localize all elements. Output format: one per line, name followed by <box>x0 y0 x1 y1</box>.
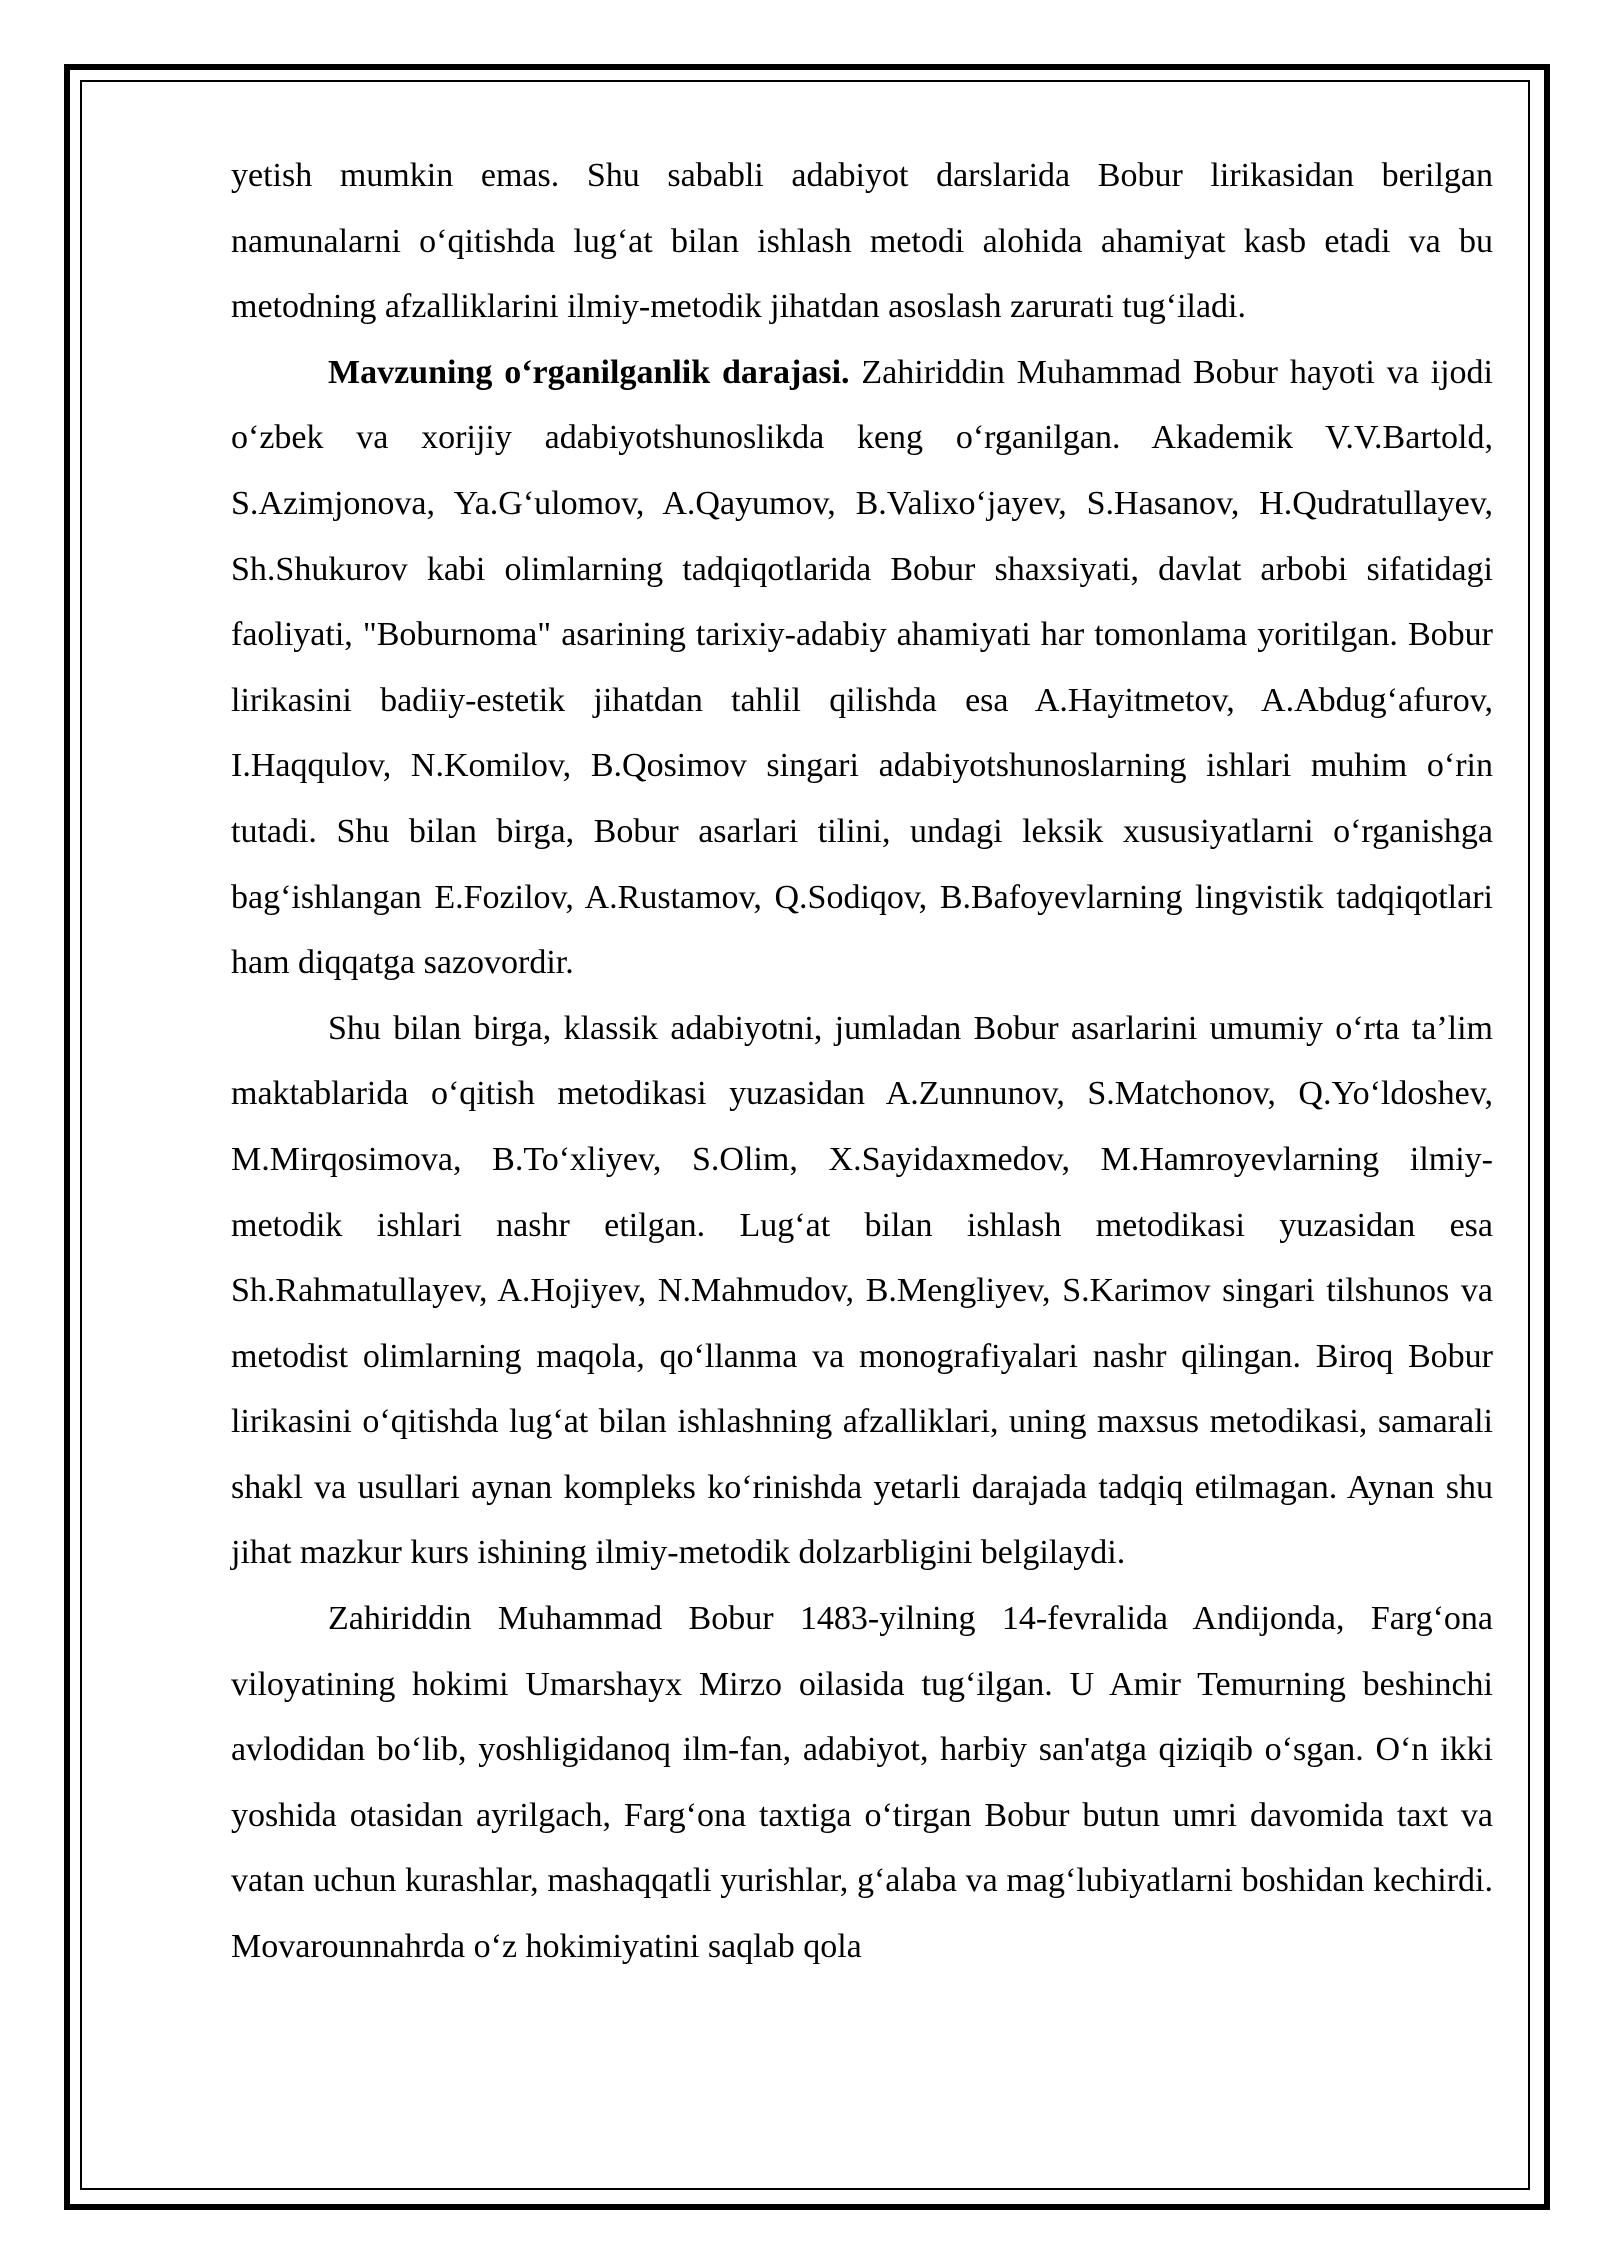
paragraph-text: yetish mumkin emas. Shu sababli adabiyot darslarida Bobur lirikasidan berilgan namunalarni o‘qitishda lug‘at bilan ishlash metodi alohida ahamiyat kasb etadi va bu metodning afzalliklarini ilmiy-metodik jihatdan asoslash zarurati tug‘iladi. <box>231 157 1493 326</box>
paragraph-text: Zahiriddin Muhammad Bobur hayoti va ijodi o‘zbek va xorijiy adabiyotshunoslikda keng o‘rganilgan. Akademik V.V.Bartold, S.Azimjonova, Ya.G‘ulomov, A.Qayumov, B.Valixo‘jayev, S.Hasanov, H.Qudratullayev, Sh.Shukurov kabi olimlarning tadqiqotlarida Bobur shaxsiyati, davlat arbobi sifatidagi faoliyati, "Boburnoma" asarining tarixiy-adabiy ahamiyati har tomonlama yoritilgan. Bobur lirikasini badiiy-estetik jihatdan tahlil qilishda esa A.Hayitmetov, A.Abdug‘afurov, I.Haqqulov, N.Komilov, B.Qosimov singari adabiyotshunoslarning ishlari muhim o‘rin tutadi. Shu bilan birga, Bobur asarlari tilini, undagi leksik xususiyatlarni o‘rganishga bag‘ishlangan E.Fozilov, A.Rustamov, Q.Sodiqov, B.Bafoyevlarning lingvistik tadqiqotlari ham diqqatga sazovordir. <box>231 353 1493 982</box>
paragraph-methodology <box>231 996 1493 1586</box>
document-body <box>231 143 1493 1980</box>
section-heading: Mavzuning o‘rganilganlik darajasi. <box>328 353 850 391</box>
paragraph-biography <box>231 1586 1493 1980</box>
paragraph-text: Shu bilan birga, klassik adabiyotni, jumladan Bobur asarlarini umumiy o‘rta ta’lim maktablarida o‘qitish metodikasi yuzasidan A.Zunnunov, S.Matchonov, Q.Yo‘ldoshev, M.Mirqosimova, B.To‘xliyev, S.Olim, X.Sayidaxmedov, M.Hamroyevlarning ilmiy-metodik ishlari nashr etilgan. Lug‘at bilan ishlash metodikasi yuzasidan esa Sh.Rahmatullayev, A.Hojiyev, N.Mahmudov, B.Mengliyev, S.Karimov singari tilshunos va metodist olimlarning maqola, qo‘llanma va monografiyalari nashr qilingan. Biroq Bobur lirikasini o‘qitishda lug‘at bilan ishlashning afzalliklari, uning maxsus metodikasi, samarali shakl va usullari aynan kompleks ko‘rinishda yetarli darajada tadqiq etilmagan. Aynan shu jihat mazkur kurs ishining ilmiy-metodik dolzarbligini belgilaydi. <box>231 1009 1493 1572</box>
paragraph-text: Zahiriddin Muhammad Bobur 1483-yilning 14-fevralida Andijonda, Farg‘ona viloyatining hokimi Umarshayx Mirzo oilasida tug‘ilgan. U Amir Temurning beshinchi avlodidan bo‘lib, yoshligidanoq ilm-fan, adabiyot, harbiy san'atga qiziqib o‘sgan. O‘n ikki yoshida otasidan ayrilgach, Farg‘ona taxtiga o‘tirgan Bobur butun umri davomida taxt va vatan uchun kurashlar, mashaqqatli yurishlar, g‘alaba va mag‘lubiyatlarni boshidan kechirdi. Movarounnahrda o‘z hokimiyatini saqlab qola <box>231 1600 1493 1966</box>
paragraph-continuation <box>231 143 1493 340</box>
paragraph-study-level <box>231 340 1493 996</box>
